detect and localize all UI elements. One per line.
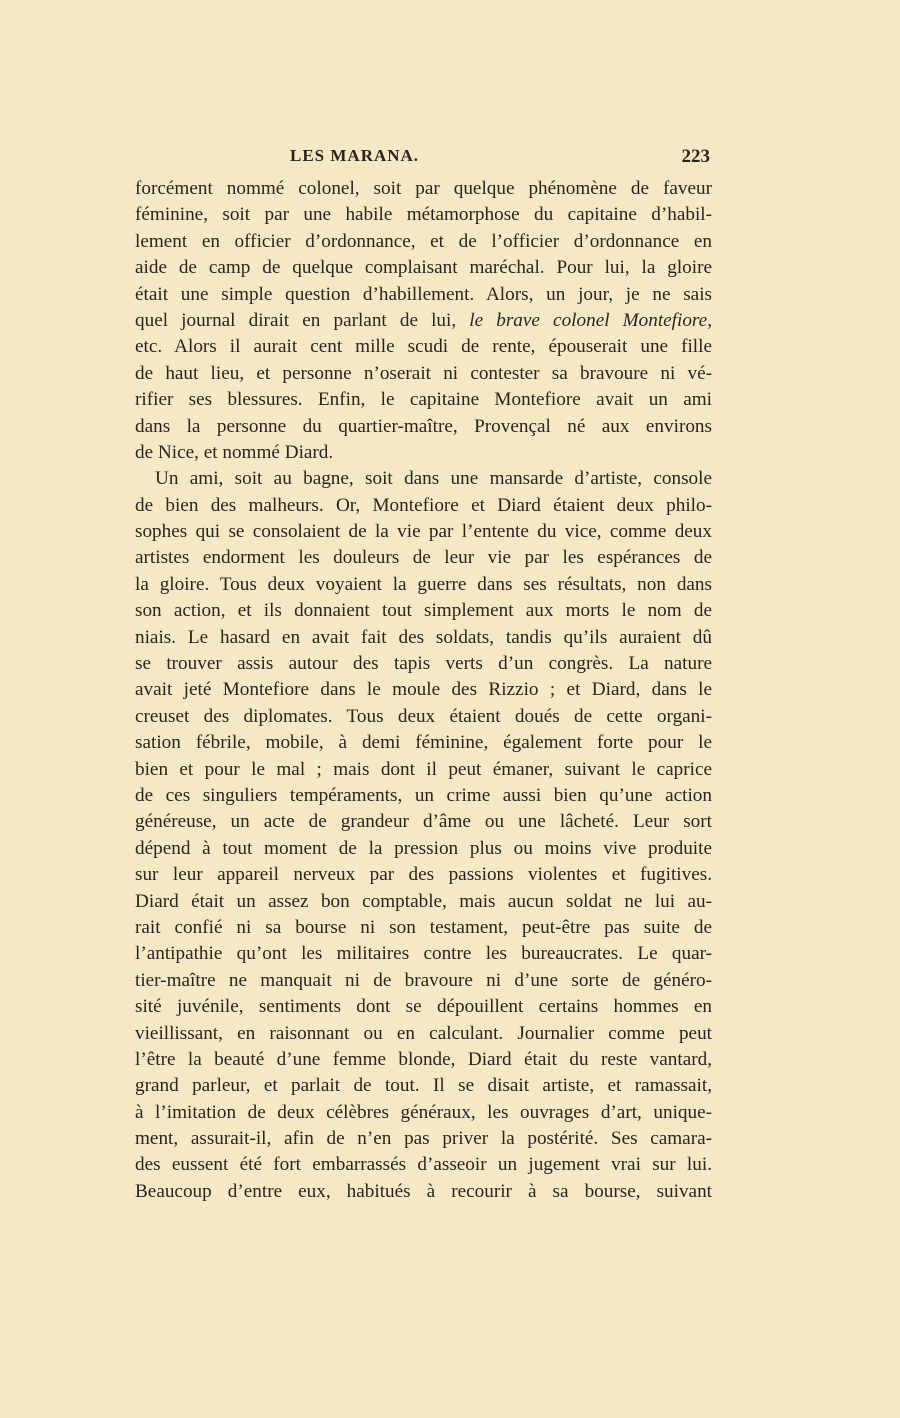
text-line: dépend à tout moment de la pression plus ou moins vive produite — [135, 837, 712, 859]
text-line: avait jeté Montefiore dans le moule des Rizzio ; et Diard, dans le — [135, 679, 712, 701]
text-line: sur leur appareil nerveux par des passions violentes et fugitives. — [135, 864, 712, 886]
text-line: rifier ses blessures. Enfin, le capitaine Montefiore avait un ami — [135, 389, 712, 411]
text-line: tier-maître ne manquait ni de bravoure ni d’une sorte de généro- — [135, 969, 712, 991]
text-line: sophes qui se consolaient de la vie par l’entente du vice, comme deux — [135, 521, 712, 543]
text-line: dans la personne du quartier-maître, Provençal né aux environs — [135, 415, 712, 437]
text-line: forcément nommé colonel, soit par quelque phénomène de faveur — [135, 178, 712, 199]
text-line: Un ami, soit au bagne, soit dans une mansarde d’artiste, console — [155, 468, 712, 490]
text-line: sation fébrile, mobile, à demi féminine, également forte pour le — [135, 732, 712, 754]
text-line: son action, et ils donnaient tout simplement aux morts le nom de — [135, 600, 712, 622]
text-line: etc. Alors il aurait cent mille scudi de rente, épouserait une fille — [135, 336, 712, 358]
text-line: à l’imitation de deux célèbres généraux, les ouvrages d’art, unique- — [135, 1101, 712, 1123]
text-line: féminine, soit par une habile métamorphose du capitaine d’habil- — [135, 204, 712, 226]
text-line: l’antipathie qu’ont les militaires contre les bureaucrates. Le quar- — [135, 943, 712, 965]
text-line: était une simple question d’habillement. Alors, un jour, je ne sais — [135, 283, 712, 305]
text-line: sité juvénile, sentiments dont se dépouillent certains hommes en — [135, 996, 712, 1018]
text-line: des eussent été fort embarrassés d’asseoir un jugement vrai sur lui. — [135, 1154, 712, 1176]
text-line: Beaucoup d’entre eux, habitués à recourir à sa bourse, suivant — [135, 1180, 712, 1202]
text-line — [135, 308, 712, 334]
text-line: Diard était un assez bon comptable, mais aucun soldat ne lui au- — [135, 890, 712, 912]
text-line: rait confié ni sa bourse ni son testament, peut-être pas suite de — [135, 916, 712, 938]
text-line: ment, assurait-il, afin de n’en pas priver la postérité. Ses camara- — [135, 1128, 712, 1150]
text-line: artistes endorment les douleurs de leur vie par les espérances de — [135, 547, 712, 569]
text-line: la gloire. Tous deux voyaient la guerre dans ses résultats, non dans — [135, 573, 712, 595]
text-line: de haut lieu, et personne n’oserait ni contester sa bravoure ni vé- — [135, 362, 712, 384]
text-line: généreuse, un acte de grandeur d’âme ou une lâcheté. Leur sort — [135, 811, 712, 833]
text-line: lement en officier d’ordonnance, et de l’officier d’ordonnance en — [135, 230, 712, 252]
text-line: de bien des malheurs. Or, Montefiore et Diard étaient deux philo- — [135, 494, 712, 516]
text-line: niais. Le hasard en avait fait des soldats, tandis qu’ils auraient dû — [135, 626, 712, 648]
text-line: bien et pour le mal ; mais dont il peut émaner, suivant le caprice — [135, 758, 712, 780]
text-line: de Nice, et nommé Diard. — [135, 441, 334, 463]
body-text — [135, 176, 712, 1205]
text-line: grand parleur, et parlait de tout. Il se disait artiste, et ramassait, — [135, 1075, 712, 1097]
text-line: de ces singuliers tempéraments, un crime aussi bien qu’une action — [135, 784, 712, 806]
text-italic: le brave colonel Montefiore, — [469, 309, 712, 331]
text-line: creuset des diplomates. Tous deux étaient doués de cette organi- — [135, 705, 712, 727]
text-line: aide de camp de quelque complaisant maréchal. Pour lui, la gloire — [135, 257, 712, 279]
text-line: vieillissant, en raisonnant ou en calculant. Journalier comme peut — [135, 1022, 712, 1044]
running-head — [135, 146, 712, 170]
text-roman: quel journal dirait en parlant de lui, — [135, 309, 470, 331]
text-line: se trouver assis autour des tapis verts d’un congrès. La nature — [135, 653, 712, 675]
running-title: LES MARANA. — [290, 146, 420, 165]
page-number: 223 — [681, 146, 710, 167]
text-line: l’être la beauté d’une femme blonde, Diard était du reste vantard, — [135, 1048, 712, 1070]
